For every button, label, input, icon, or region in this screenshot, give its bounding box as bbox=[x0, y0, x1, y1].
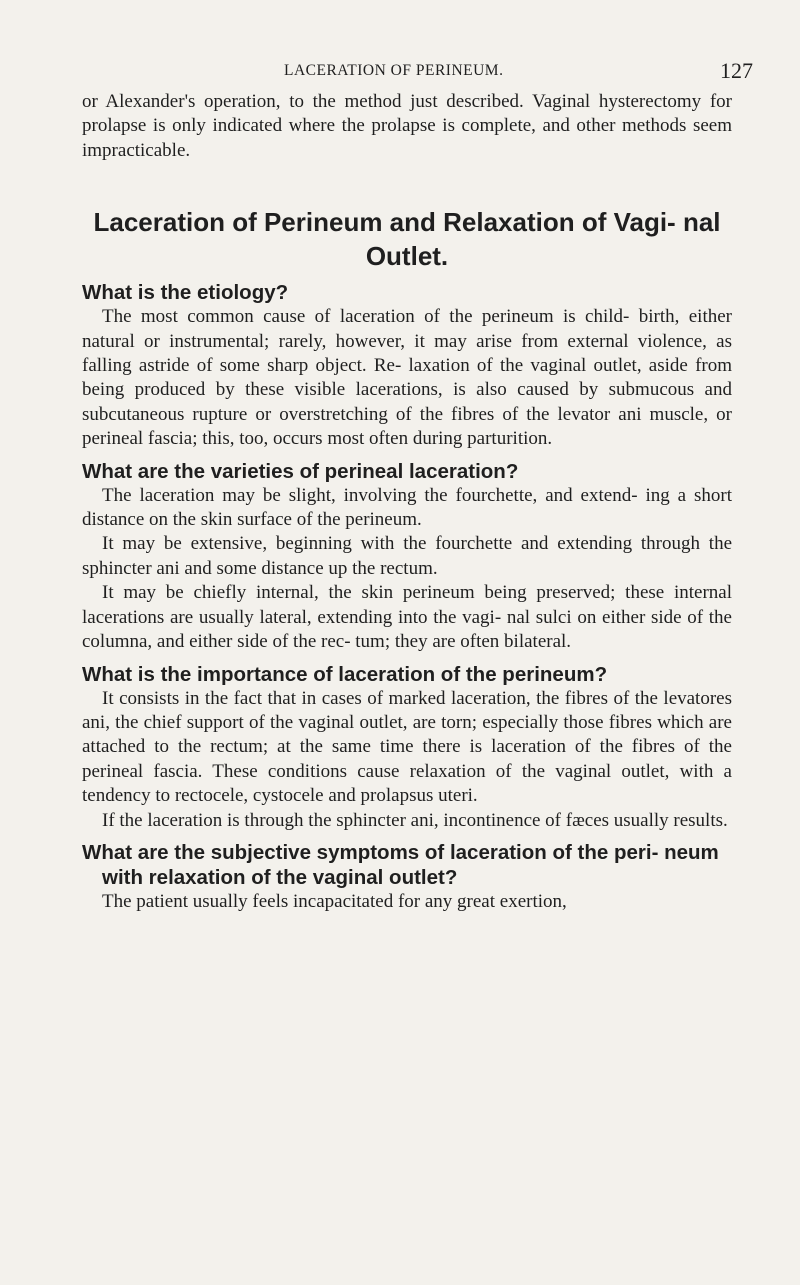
answer-paragraph: The laceration may be slight, involving the fourchette, and extend- ing a short distance on the skin surface of the perineum. bbox=[82, 484, 732, 531]
section-title: Laceration of Perineum and Relaxation of Vagi- nal Outlet. bbox=[93, 207, 721, 272]
running-head: LACERATION OF PERINEUM. bbox=[284, 62, 504, 79]
answer-paragraph: It may be extensive, beginning with the fourchette and extending through the sphincter ani and some distance up the rectum. bbox=[82, 533, 732, 579]
answer-paragraph: If the laceration is through the sphincter ani, incontinence of fæces usually results. bbox=[102, 809, 728, 831]
page-body bbox=[82, 90, 732, 914]
answer-paragraph: The most common cause of laceration of the perineum is child- birth, either natural or instrumental; rarely, however, it may arise from external violence, as falling astride of some sharp object. Re- laxation of the vaginal outlet, aside from being produced by these visible lacerations, is also caused by submucous and subcutaneous rupture or overstretching of the fibres of the levator ani muscle, or perineal fascia; this, too, occurs most often during parturition. bbox=[82, 306, 732, 450]
answer-paragraph: It consists in the fact that in cases of marked laceration, the fibres of the levatores ani, the chief support of the vaginal outlet, are torn; especially those fibres which are attached to the rectum; at the same time there is laceration of the fibres of the perineal fascia. These conditions cause relaxation of the vaginal outlet, with a tendency to rectocele, cystocele and prolapsus uteri. bbox=[82, 687, 732, 807]
page-number: 127 bbox=[720, 58, 753, 83]
answer-paragraph: The patient usually feels incapacitated for any great exertion, bbox=[102, 890, 567, 912]
question-heading: What are the subjective symptoms of laceration of the peri- neum with relaxation of the vaginal outlet? bbox=[82, 840, 719, 889]
question-heading: What is the importance of laceration of the perineum? bbox=[82, 662, 608, 686]
question-heading: What is the etiology? bbox=[82, 281, 289, 305]
intro-paragraph: or Alexander's operation, to the method just described. Vaginal hysterectomy for prolapse is only indicated where the prolapse is complete, and other methods seem impracticable. bbox=[82, 91, 732, 161]
answer-paragraph: It may be chiefly internal, the skin perineum being preserved; these internal lacerations are usually lateral, extending into the vagi- nal sulci on either side of the columna, and either side of the rec- tum; they are often bilateral. bbox=[82, 582, 732, 653]
question-heading: What are the varieties of perineal laceration? bbox=[82, 459, 519, 483]
